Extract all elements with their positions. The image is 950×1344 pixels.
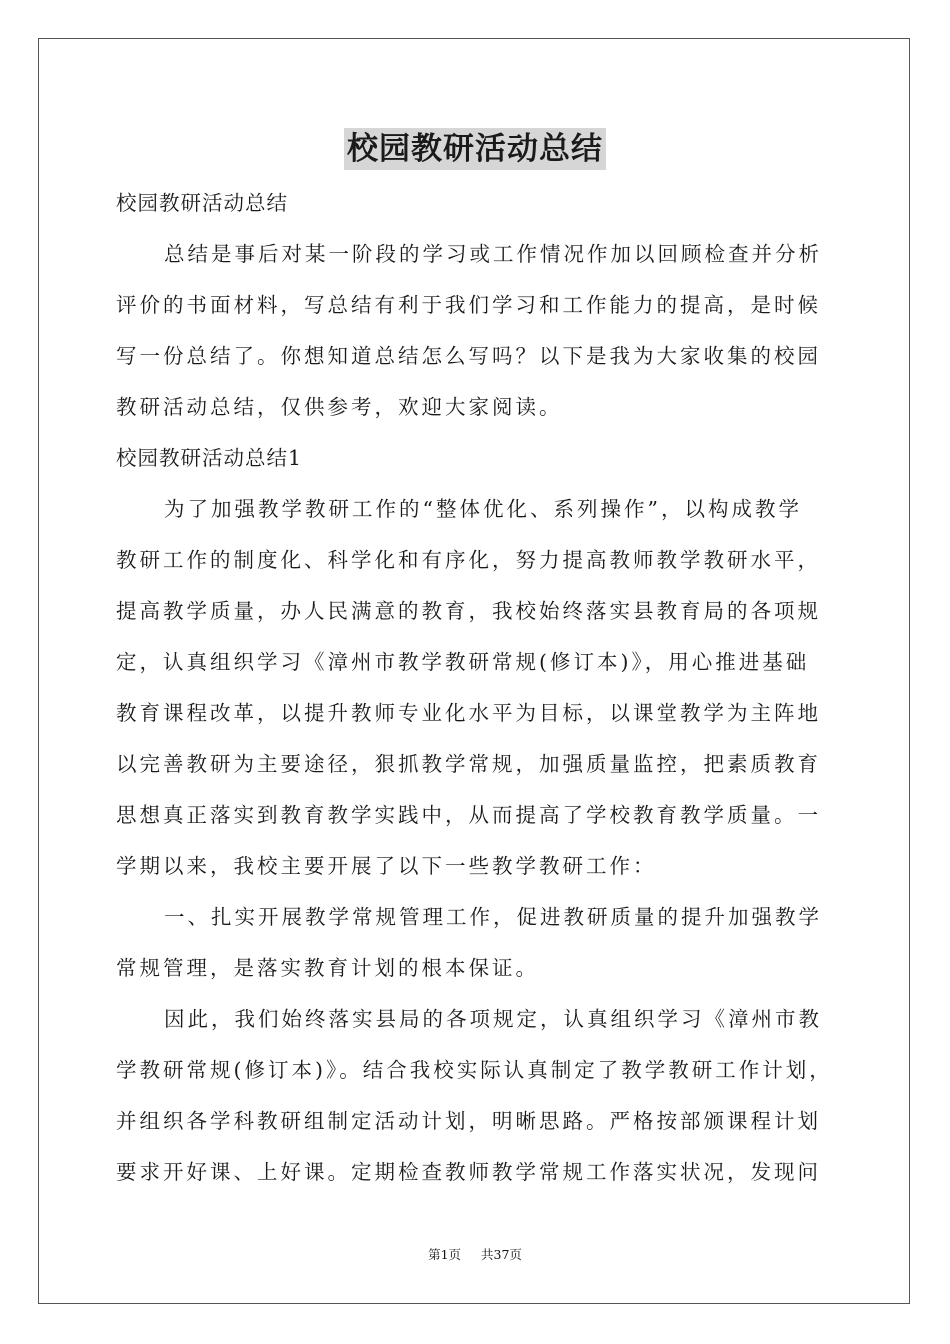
body-line: 教研工作的制度化、科学化和有序化，努力提高教师教学教研水平， (116, 548, 821, 572)
section-heading: 校园教研活动总结1 (116, 446, 303, 470)
body-line: 定，认真组织学习《漳州市教学教研常规(修订本)》，用心推进基础 (116, 650, 810, 674)
body-line: 学期以来，我校主要开展了以下一些教学教研工作： (116, 854, 657, 878)
body-line: 总结是事后对某一阶段的学习或工作情况作加以回顾检查并分析 (164, 242, 822, 266)
body-line: 教育课程改革，以提升教师专业化水平为目标，以课堂教学为主阵地 (116, 701, 821, 725)
body-line: 学教研常规(修订本)》。结合我校实际认真制定了教学教研工作计划， (116, 1058, 833, 1082)
subtitle-line: 校园教研活动总结 (116, 191, 288, 215)
body-line: 并组织各学科教研组制定活动计划，明晰思路。严格按部颁课程计划 (116, 1109, 821, 1133)
body-line: 为了加强教学教研工作的“整体优化、系列操作”，以构成教学 (164, 497, 802, 521)
body-line: 要求开好课、上好课。定期检查教师教学常规工作落实状况，发现问 (116, 1160, 821, 1184)
body-line: 提高教学质量，办人民满意的教育，我校始终落实县教育局的各项规 (116, 599, 821, 623)
body-line: 教研活动总结，仅供参考，欢迎大家阅读。 (116, 395, 563, 419)
body-line: 一、扎实开展教学常规管理工作，促进教研质量的提升加强教学 (164, 905, 822, 929)
body-line: 写一份总结了。你想知道总结怎么写吗？以下是我为大家收集的校园 (116, 344, 821, 368)
body-line: 常规管理，是落实教育计划的根本保证。 (116, 956, 539, 980)
body-line: 以完善教研为主要途径，狠抓教学常规，加强质量监控，把素质教育 (116, 752, 821, 776)
document-body (116, 178, 836, 1198)
page-footer (0, 1245, 950, 1263)
page-total: 共37页 (481, 1247, 522, 1262)
body-line: 评价的书面材料，写总结有利于我们学习和工作能力的提高，是时候 (116, 293, 821, 317)
page-number: 第1页 (428, 1247, 462, 1262)
document-title: 校园教研活动总结 (344, 128, 606, 170)
body-line: 因此，我们始终落实县局的各项规定，认真组织学习《漳州市教 (164, 1007, 822, 1031)
body-line: 思想真正落实到教育教学实践中，从而提高了学校教育教学质量。一 (116, 803, 821, 827)
title-container (0, 128, 950, 170)
